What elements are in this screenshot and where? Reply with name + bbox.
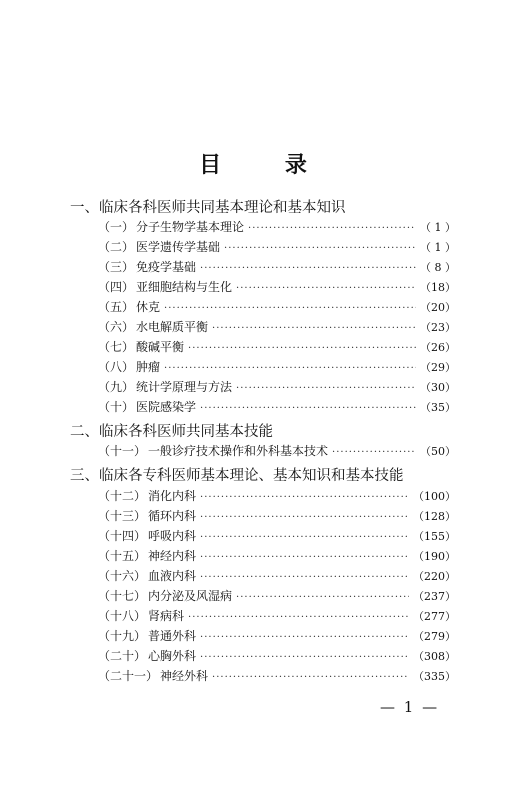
toc-entry[interactable] [98, 487, 456, 505]
entry-number: （一） [98, 220, 135, 234]
entry-title: 休克 [136, 300, 161, 314]
dot-leader [200, 512, 409, 523]
entry-title: 医学遗传学基础 [136, 240, 221, 254]
dot-leader [188, 612, 409, 623]
toc-entry[interactable] [98, 547, 456, 565]
entry-page: （18） [420, 281, 456, 294]
entry-page: （35） [420, 401, 456, 414]
toc-entry[interactable] [98, 627, 456, 645]
entry-title: 普通外科 [148, 629, 197, 643]
toc-entry[interactable] [98, 607, 456, 625]
entry-title: 呼吸内科 [148, 529, 197, 543]
entry-title: 统计学原理与方法 [136, 380, 233, 394]
entry-page: （100） [413, 490, 456, 503]
dot-leader [200, 403, 416, 414]
toc-entry[interactable] [98, 318, 456, 336]
toc-entry[interactable] [98, 258, 456, 276]
entry-page: （26） [420, 341, 456, 354]
dot-leader [200, 263, 416, 274]
entry-number: （十二） [98, 489, 147, 503]
entry-number: （十三） [98, 509, 147, 523]
entry-title: 循环内科 [148, 509, 197, 523]
entry-number: （二十一） [98, 669, 159, 683]
dot-leader [200, 532, 409, 543]
entry-page: （50） [420, 445, 456, 458]
entry-number: （十八） [98, 609, 147, 623]
dot-leader [212, 323, 416, 334]
dot-leader [164, 363, 416, 374]
entry-title: 肾病科 [148, 609, 185, 623]
entry-number: （八） [98, 360, 135, 374]
dot-leader [212, 672, 409, 683]
dot-leader [200, 572, 409, 583]
entry-number: （十） [98, 400, 135, 414]
toc-entry[interactable] [98, 398, 456, 416]
dot-leader [188, 343, 416, 354]
section-heading: 一、临床各科医师共同基本理论和基本知识 [70, 200, 346, 216]
entry-number: （十一） [98, 444, 147, 458]
entry-title: 神经外科 [160, 669, 209, 683]
entry-title: 分子生物学基本理论 [136, 220, 245, 234]
toc-entry[interactable] [98, 378, 456, 396]
entry-number: （二） [98, 240, 135, 254]
entry-number: （十六） [98, 569, 147, 583]
entry-page: （220） [413, 570, 456, 583]
dot-leader [236, 592, 409, 603]
entry-page: （335） [413, 670, 456, 683]
entry-title: 酸碱平衡 [136, 340, 185, 354]
entry-number: （十九） [98, 629, 147, 643]
entry-number: （三） [98, 260, 135, 274]
toc-entry[interactable] [98, 442, 456, 460]
page-title: 目 录 [199, 152, 335, 178]
entry-title: 血液内科 [148, 569, 197, 583]
entry-title: 神经内科 [148, 549, 197, 563]
dot-leader [200, 552, 409, 563]
toc-entry[interactable] [98, 567, 456, 585]
entry-title: 心胸外科 [148, 649, 197, 663]
dot-leader [248, 223, 416, 234]
entry-number: （十五） [98, 549, 147, 563]
toc-entry[interactable] [98, 358, 456, 376]
dot-leader [236, 283, 416, 294]
entry-title: 医院感染学 [136, 400, 197, 414]
toc-entry[interactable] [98, 647, 456, 665]
entry-page: （308） [413, 650, 456, 663]
entry-page: （128） [413, 510, 456, 523]
toc-entry[interactable] [98, 507, 456, 525]
toc-entry[interactable] [98, 218, 456, 236]
entry-number: （十七） [98, 589, 147, 603]
entry-page: （29） [420, 361, 456, 374]
entry-title: 亚细胞结构与生化 [136, 280, 233, 294]
toc-entry[interactable] [98, 667, 456, 685]
entry-title: 内分泌及风湿病 [148, 589, 233, 603]
entry-page: （190） [413, 550, 456, 563]
entry-title: 消化内科 [148, 489, 197, 503]
entry-page: （30） [420, 381, 456, 394]
entry-page: （279） [413, 630, 456, 643]
entry-number: （九） [98, 380, 135, 394]
toc-entry[interactable] [98, 527, 456, 545]
entry-title: 水电解质平衡 [136, 320, 209, 334]
page-number: — 1 — [380, 698, 440, 716]
entry-page: （20） [420, 301, 456, 314]
entry-page: （155） [413, 530, 456, 543]
dot-leader [332, 447, 416, 458]
dot-leader [200, 492, 409, 503]
section-heading: 二、临床各科医师共同基本技能 [70, 424, 273, 440]
toc-entry[interactable] [98, 587, 456, 605]
entry-page: （ 1 ） [420, 221, 456, 234]
dot-leader [224, 243, 416, 254]
entry-page: （237） [413, 590, 456, 603]
entry-number: （四） [98, 280, 135, 294]
dot-leader [200, 632, 409, 643]
entry-number: （六） [98, 320, 135, 334]
dot-leader [200, 652, 409, 663]
entry-page: （277） [413, 610, 456, 623]
entry-title: 一般诊疗技术操作和外科基本技术 [148, 444, 329, 458]
entry-page: （ 8 ） [420, 261, 456, 274]
dot-leader [164, 303, 416, 314]
entry-title: 免疫学基础 [136, 260, 197, 274]
toc-entry[interactable] [98, 278, 456, 296]
entry-page: （23） [420, 321, 456, 334]
entry-number: （七） [98, 340, 135, 354]
dot-leader [236, 383, 416, 394]
toc-entry[interactable] [98, 298, 456, 316]
entry-title: 肿瘤 [136, 360, 161, 374]
section-heading: 三、临床各专科医师基本理论、基本知识和基本技能 [70, 468, 404, 484]
entry-number: （二十） [98, 649, 147, 663]
entry-number: （五） [98, 300, 135, 314]
toc-entry[interactable] [98, 238, 456, 256]
entry-number: （十四） [98, 529, 147, 543]
entry-page: （ 1 ） [420, 241, 456, 254]
toc-entry[interactable] [98, 338, 456, 356]
